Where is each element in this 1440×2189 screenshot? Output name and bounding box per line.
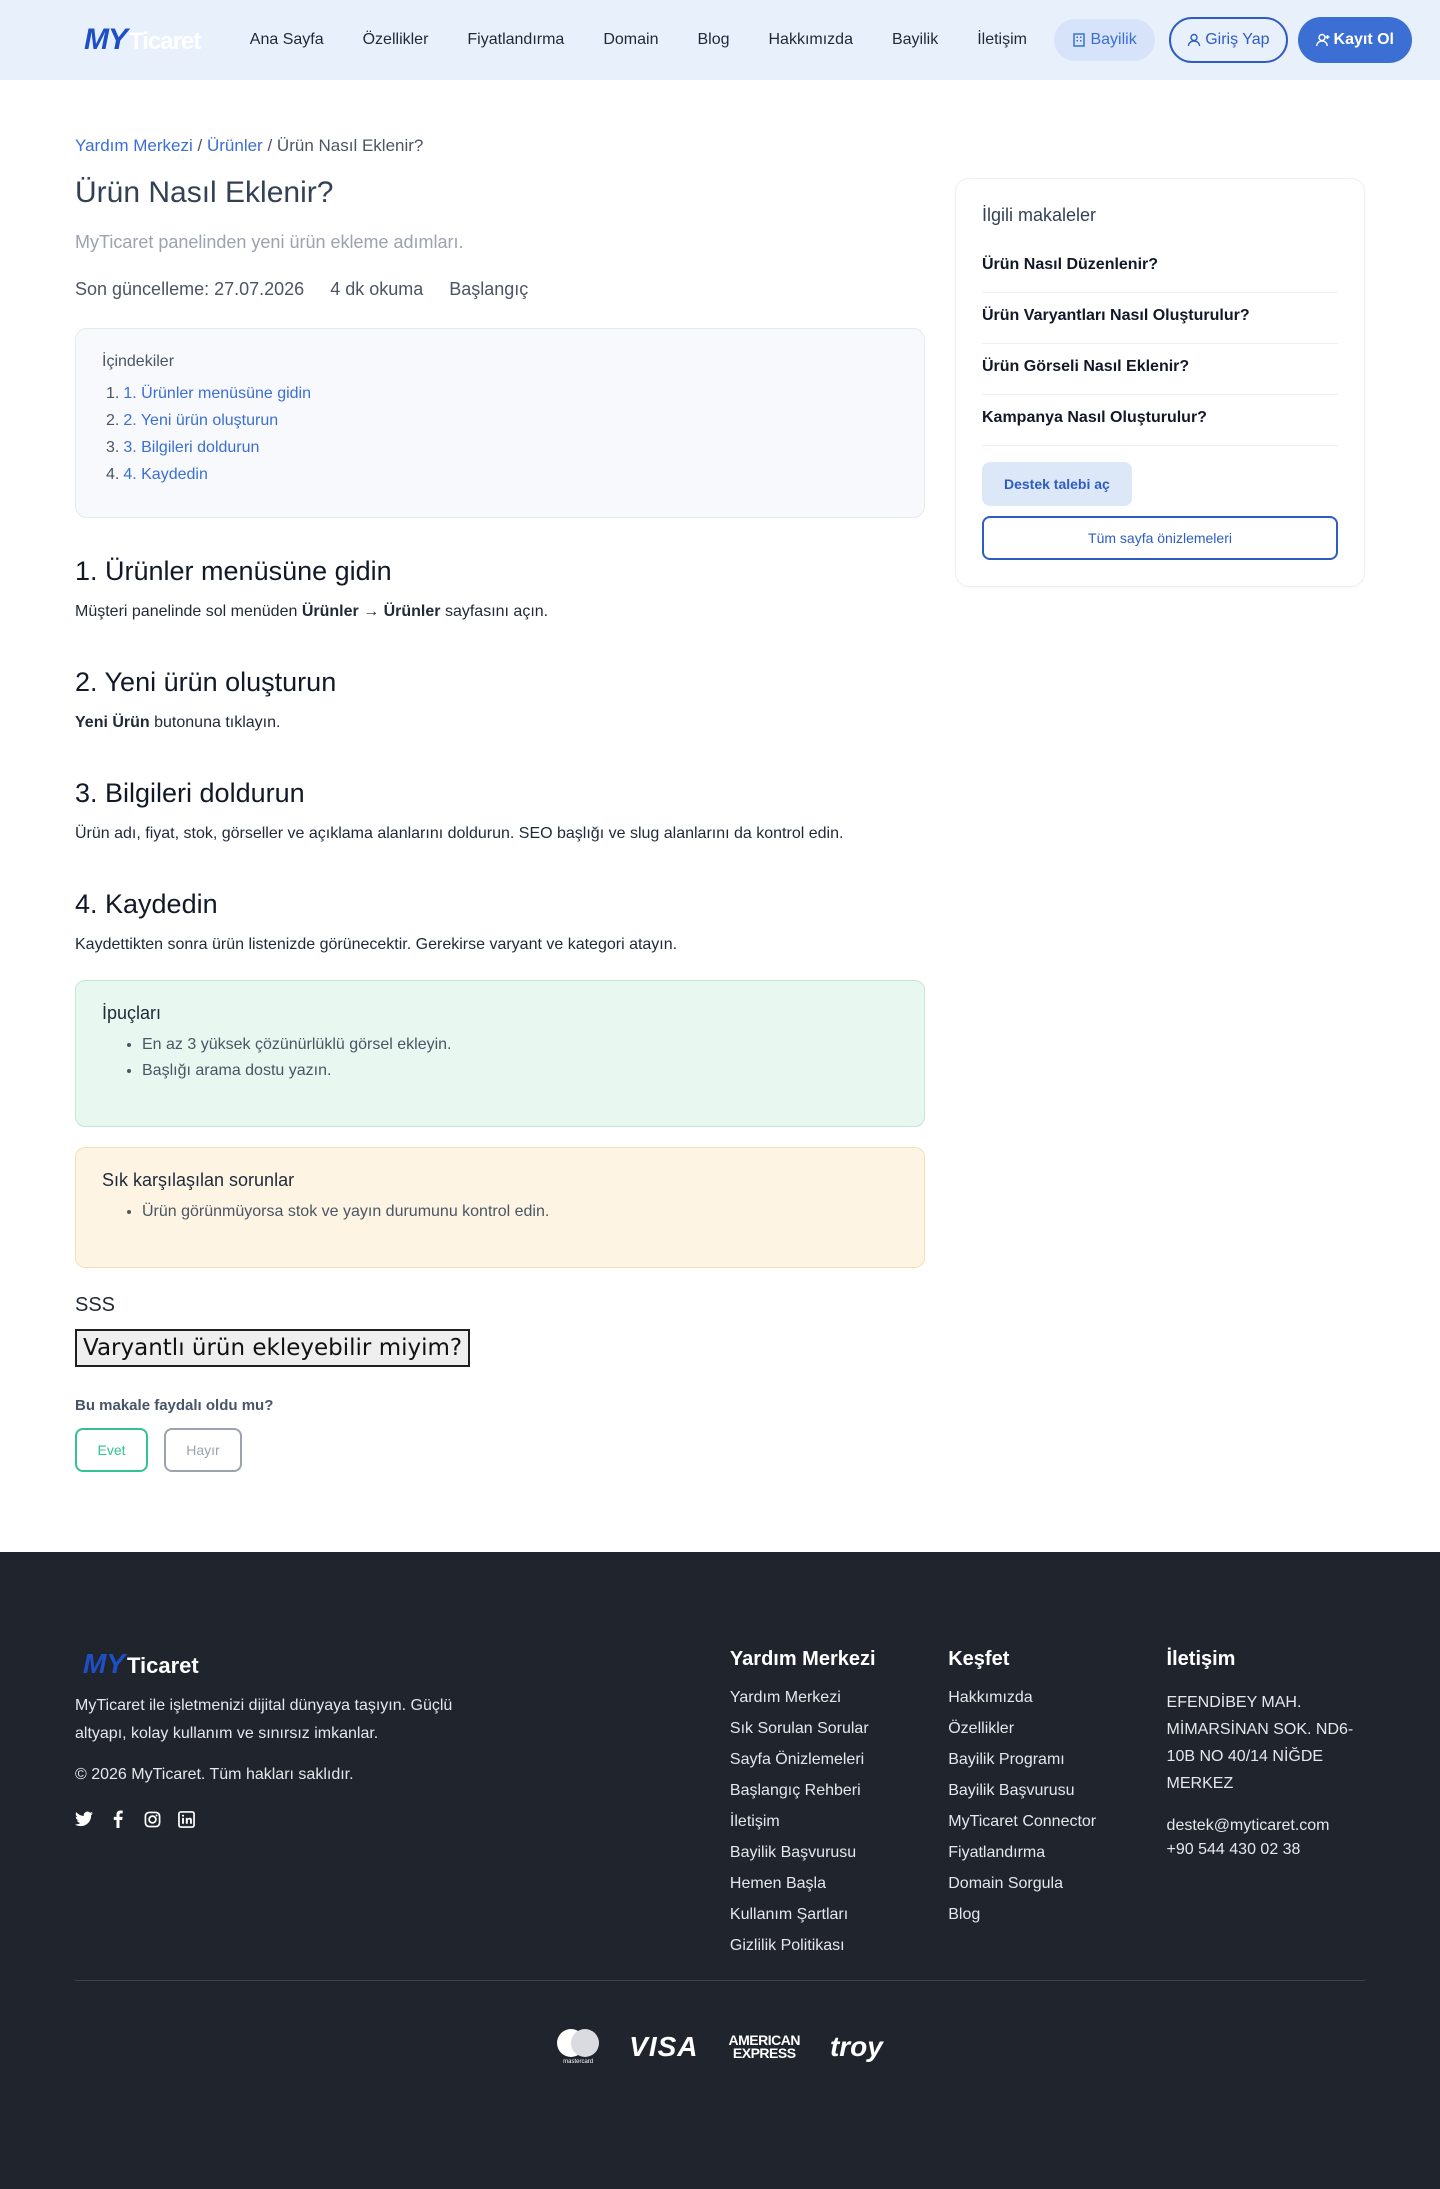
breadcrumb-products[interactable]: Ürünler bbox=[206, 136, 263, 155]
toc-number: 3. bbox=[106, 439, 120, 456]
nav-contact[interactable]: İletişim bbox=[977, 31, 1027, 48]
user-icon bbox=[1187, 33, 1201, 47]
related-articles-title: İlgili makaleler bbox=[982, 205, 1097, 225]
read-time: 4 dk okuma bbox=[330, 279, 424, 299]
open-support-ticket-button[interactable]: Destek talebi aç bbox=[982, 462, 1132, 506]
tips-box bbox=[75, 980, 925, 1127]
breadcrumb-current: Ürün Nasıl Eklenir? bbox=[276, 136, 424, 155]
footer-link[interactable]: Hemen Başla bbox=[729, 1875, 826, 1892]
footer-link[interactable]: Hakkımızda bbox=[948, 1689, 1033, 1706]
mastercard-label: mastercard bbox=[563, 2059, 594, 2065]
toc-link[interactable]: 3. Bilgileri doldurun bbox=[123, 439, 260, 456]
nav-bayilik-pill[interactable] bbox=[1054, 19, 1154, 61]
footer bbox=[0, 1552, 1440, 2189]
section-heading: 3. Bilgileri doldurun bbox=[75, 778, 305, 808]
footer-column-contact bbox=[1167, 1648, 1365, 1968]
common-issues-box bbox=[75, 1147, 925, 1268]
nav-about[interactable]: Hakkımızda bbox=[768, 31, 853, 48]
toc-link[interactable]: 2. Yeni ürün oluşturun bbox=[123, 412, 279, 429]
navbar bbox=[0, 0, 1440, 80]
login-button[interactable] bbox=[1169, 17, 1287, 63]
toc-item bbox=[106, 412, 898, 430]
section-heading: 1. Ürünler menüsüne gidin bbox=[75, 556, 392, 586]
section-heading: 4. Kaydedin bbox=[75, 889, 218, 919]
footer-link[interactable]: Blog bbox=[948, 1906, 981, 1923]
footer-brand bbox=[75, 1648, 730, 1968]
section-text-bold: Ürünler → Ürünler bbox=[301, 603, 441, 620]
footer-column-title: Keşfet bbox=[948, 1648, 1010, 1670]
toc-number: 2. bbox=[106, 412, 120, 429]
footer-link[interactable]: Domain Sorgula bbox=[948, 1875, 1063, 1892]
facebook-icon[interactable] bbox=[109, 1810, 127, 1828]
footer-link[interactable]: Gizlilik Politikası bbox=[729, 1937, 845, 1954]
breadcrumb-separator: / bbox=[267, 136, 273, 155]
related-article-link[interactable]: Ürün Nasıl Düzenlenir? bbox=[982, 242, 1338, 293]
faq-question-button[interactable]: Varyantlı ürün ekleyebilir miyim? bbox=[75, 1329, 470, 1367]
logo-my: MY bbox=[84, 23, 127, 56]
main bbox=[0, 80, 1440, 1552]
amex-logo bbox=[729, 2034, 800, 2060]
helpful-buttons bbox=[75, 1428, 925, 1472]
related-articles-card bbox=[955, 178, 1365, 587]
section-1 bbox=[75, 556, 925, 621]
footer-link[interactable]: Kullanım Şartları bbox=[729, 1906, 849, 1923]
related-article-link[interactable]: Ürün Görseli Nasıl Eklenir? bbox=[982, 344, 1338, 395]
nav-domain[interactable]: Domain bbox=[603, 31, 659, 48]
page-title: Ürün Nasıl Eklenir? bbox=[75, 176, 334, 209]
social-links bbox=[75, 1810, 730, 1828]
nav-auth bbox=[1169, 17, 1412, 63]
article-meta bbox=[75, 279, 925, 300]
footer-logo-ticaret: Ticaret bbox=[127, 1653, 199, 1678]
footer-address: EFENDİBEY MAH. MİMARSİNAN SOK. ND6-10B NO 40/14 NİĞDE MERKEZ bbox=[1166, 1694, 1354, 1792]
footer-link[interactable]: Bayilik Başvurusu bbox=[729, 1844, 857, 1861]
toc-item bbox=[106, 466, 898, 484]
faq-title: SSS bbox=[75, 1294, 116, 1316]
payment-logos bbox=[75, 1981, 1365, 2065]
amex-line-1: AMERICAN bbox=[728, 2032, 800, 2048]
helpful-yes-button[interactable]: Evet bbox=[75, 1428, 148, 1472]
login-label: Giriş Yap bbox=[1205, 31, 1270, 48]
article bbox=[75, 136, 925, 1472]
nav-bayilik-label: Bayilik bbox=[1090, 31, 1137, 48]
footer-link[interactable]: Fiyatlandırma bbox=[948, 1844, 1046, 1861]
section-2 bbox=[75, 667, 925, 732]
register-label: Kayıt Ol bbox=[1333, 31, 1394, 48]
difficulty-level: Başlangıç bbox=[449, 279, 529, 299]
related-article-link[interactable]: Kampanya Nasıl Oluşturulur? bbox=[982, 395, 1338, 446]
footer-column-discover bbox=[948, 1648, 1166, 1968]
footer-link[interactable]: MyTicaret Connector bbox=[948, 1813, 1097, 1830]
register-button[interactable] bbox=[1298, 17, 1412, 63]
footer-copyright: © 2026 MyTicaret. Tüm hakları saklıdır. bbox=[75, 1766, 354, 1783]
breadcrumb-help-center[interactable]: Yardım Merkezi bbox=[75, 136, 193, 155]
building-icon bbox=[1072, 33, 1086, 47]
footer-link[interactable]: Bayilik Programı bbox=[948, 1751, 1065, 1768]
footer-link[interactable]: İletişim bbox=[729, 1813, 780, 1830]
issue-item: • Ürün görünmüyorsa stok ve yayın durumunu kontrol edin. bbox=[142, 1203, 898, 1221]
footer-link[interactable]: Bayilik Başvurusu bbox=[948, 1782, 1075, 1799]
twitter-icon[interactable] bbox=[75, 1810, 93, 1828]
footer-column-help bbox=[730, 1648, 948, 1968]
footer-column-title: İletişim bbox=[1166, 1648, 1236, 1670]
sidebar bbox=[955, 178, 1365, 1472]
amex-line-2: EXPRESS bbox=[732, 2045, 796, 2061]
toc-number: 4. bbox=[106, 466, 120, 483]
section-text-bold: Yeni Ürün bbox=[75, 714, 150, 731]
section-text-pre: Müşteri panelinde sol menüden bbox=[75, 603, 302, 620]
section-heading: 2. Yeni ürün oluşturun bbox=[75, 667, 337, 697]
visa-logo: VISA bbox=[629, 2031, 699, 2062]
tip-item: • En az 3 yüksek çözünürlüklü görsel ekleyin. bbox=[142, 1036, 898, 1054]
breadcrumb-separator: / bbox=[197, 136, 203, 155]
logo-ticaret: Ticaret bbox=[129, 28, 201, 55]
footer-phone[interactable]: +90 544 430 02 38 bbox=[1166, 1841, 1301, 1858]
nav-dealership[interactable]: Bayilik bbox=[891, 31, 939, 48]
last-updated: Son güncelleme: 27.07.2026 bbox=[75, 279, 305, 299]
section-text-post: sayfasını açın. bbox=[440, 603, 549, 620]
footer-email[interactable]: destek@myticaret.com bbox=[1166, 1817, 1330, 1834]
all-page-previews-button[interactable]: Tüm sayfa önizlemeleri bbox=[982, 516, 1338, 560]
issues-title: Sık karşılaşılan sorunlar bbox=[102, 1170, 295, 1190]
mastercard-logo bbox=[557, 2029, 599, 2065]
section-text: Ürün adı, fiyat, stok, görseller ve açıklama alanlarını doldurun. SEO başlığı ve slug alanlarını da kontrol edin. bbox=[75, 825, 844, 842]
logo[interactable] bbox=[84, 23, 200, 57]
helpful-question: Bu makale faydalı oldu mu? bbox=[75, 1397, 274, 1414]
section-text bbox=[75, 603, 925, 621]
section-text bbox=[75, 714, 925, 732]
footer-logo[interactable] bbox=[83, 1648, 730, 1680]
user-plus-icon bbox=[1316, 33, 1330, 47]
nav-pricing[interactable]: Fiyatlandırma bbox=[467, 31, 565, 48]
toc-number: 1. bbox=[106, 385, 120, 402]
page-subtitle: MyTicaret panelinden yeni ürün ekleme adımları. bbox=[75, 232, 464, 252]
footer-logo-my: MY bbox=[83, 1648, 125, 1679]
toc-title: İçindekiler bbox=[102, 353, 175, 370]
nav-features[interactable]: Özellikler bbox=[362, 31, 429, 48]
toc-item bbox=[106, 385, 898, 403]
section-3 bbox=[75, 778, 925, 843]
section-4 bbox=[75, 889, 925, 954]
nav-blog[interactable]: Blog bbox=[697, 31, 730, 48]
tip-item: • Başlığı arama dostu yazın. bbox=[142, 1062, 898, 1080]
troy-logo: troy bbox=[829, 2031, 883, 2062]
helpful-no-button[interactable]: Hayır bbox=[164, 1428, 242, 1472]
instagram-icon[interactable] bbox=[143, 1810, 161, 1828]
footer-link[interactable]: Yardım Merkezi bbox=[729, 1689, 841, 1706]
footer-link[interactable]: Özellikler bbox=[948, 1720, 1015, 1737]
table-of-contents bbox=[75, 328, 925, 518]
footer-link[interactable]: Sayfa Önizlemeleri bbox=[729, 1751, 865, 1768]
footer-description: MyTicaret ile işletmenizi dijital dünyaya taşıyın. Güçlü altyapı, kolay kullanım ve sınırsız imkanlar. bbox=[75, 1697, 453, 1742]
toc-link[interactable]: 4. Kaydedin bbox=[123, 466, 208, 483]
nav-links bbox=[230, 19, 1154, 61]
linkedin-icon[interactable] bbox=[177, 1810, 195, 1828]
footer-link[interactable]: Sık Sorulan Sorular bbox=[729, 1720, 869, 1737]
breadcrumb bbox=[75, 136, 925, 156]
toc-link[interactable]: 1. Ürünler menüsüne gidin bbox=[123, 385, 312, 402]
footer-link[interactable]: Başlangıç Rehberi bbox=[729, 1782, 861, 1799]
section-text: Kaydettikten sonra ürün listenizde görünecektir. Gerekirse varyant ve kategori atayın. bbox=[75, 936, 678, 953]
related-article-link[interactable]: Ürün Varyantları Nasıl Oluşturulur? bbox=[982, 293, 1338, 344]
section-text-post: butonuna tıklayın. bbox=[149, 714, 281, 731]
tips-title: İpuçları bbox=[102, 1003, 162, 1023]
nav-home[interactable]: Ana Sayfa bbox=[249, 31, 324, 48]
toc-item bbox=[106, 439, 898, 457]
footer-column-title: Yardım Merkezi bbox=[729, 1648, 876, 1670]
